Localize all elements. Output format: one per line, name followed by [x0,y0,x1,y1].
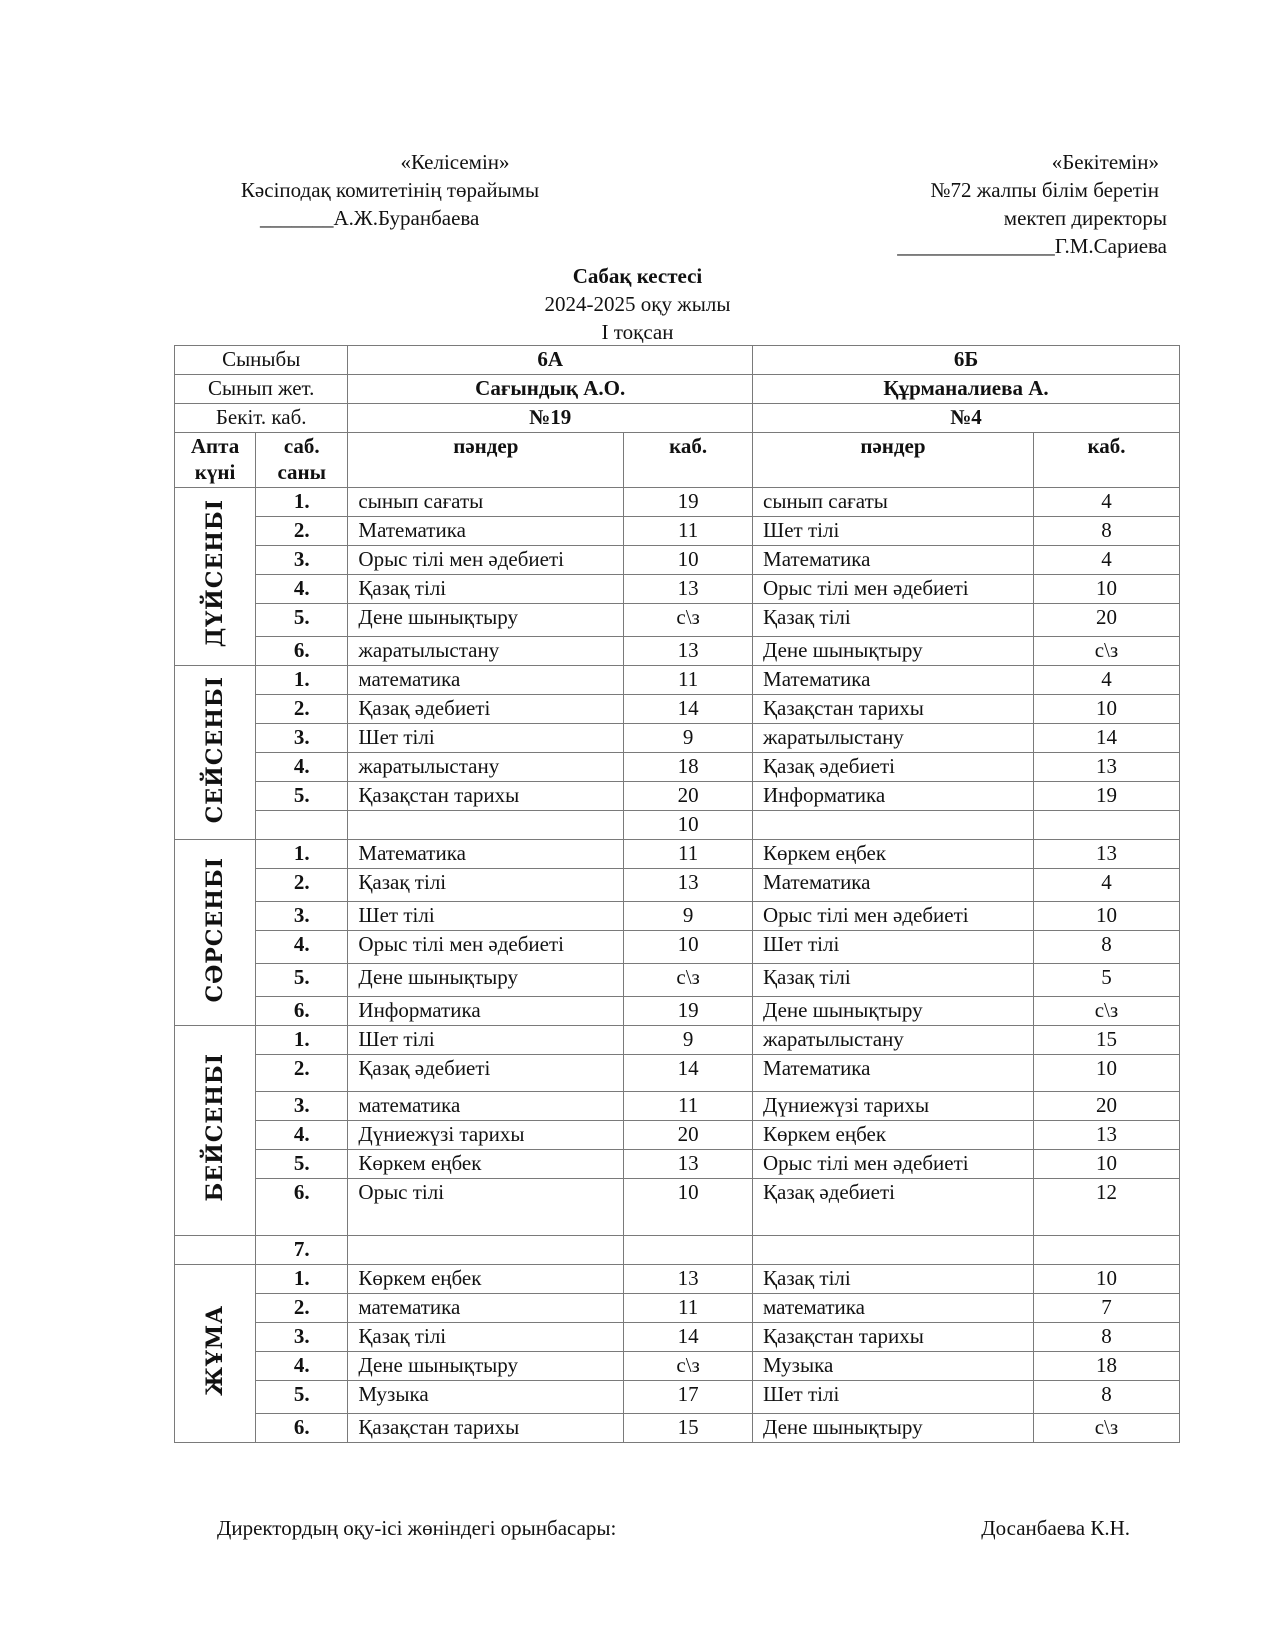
lesson-number: 4. [256,931,348,964]
class-row [175,346,1180,375]
union-chair-title: Кәсіподақ комитетінің төрайымы [240,178,540,202]
cabinet-6a: 11 [624,517,753,546]
table-row [175,782,1180,811]
teacher-6a: Сағындық А.О. [348,375,753,404]
cabinet-6a: с\з [624,604,753,637]
subject-6b: Математика [753,546,1034,575]
subject-6a: сынып сағаты [348,488,624,517]
cabinet-6a: 19 [624,997,753,1026]
col-cab-6b-header: каб. [1033,433,1179,488]
day-cell [175,840,256,1026]
subject-6b: Шет тілі [753,517,1034,546]
room-label: Бекіт. каб. [175,404,348,433]
subject-6a: Информатика [348,997,624,1026]
cabinet-6a: 10 [624,1179,753,1236]
subject-6a: Көркем еңбек [348,1265,624,1294]
subject-6b: Орыс тілі мен әдебиеті [753,575,1034,604]
lesson-number: 3. [256,1092,348,1121]
cabinet-6b: 10 [1033,575,1179,604]
table-row [175,931,1180,964]
subject-6b: Информатика [753,782,1034,811]
cabinet-6b: 4 [1033,546,1179,575]
day-cell [175,1236,256,1265]
lesson-number: 6. [256,637,348,666]
cabinet-6a: 10 [624,546,753,575]
cabinet-6a [624,1236,753,1265]
lesson-number: 2. [256,517,348,546]
cabinet-6a: 9 [624,724,753,753]
table-row [175,724,1180,753]
subject-6b: Дене шынықтыру [753,1414,1034,1443]
cabinet-6b: 10 [1033,1150,1179,1179]
schedule-table [174,345,1180,1443]
subject-6b: Шет тілі [753,1381,1034,1414]
cabinet-6b: 8 [1033,931,1179,964]
col-lesson-header: саб. саны [256,433,348,488]
subject-6a: Математика [348,840,624,869]
cabinet-6b: 5 [1033,964,1179,997]
table-row [175,637,1180,666]
union-chair-signature: _______А.Ж.Буранбаева [260,206,480,230]
lesson-number: 2. [256,695,348,724]
lesson-number: 4. [256,575,348,604]
class-6b: 6Б [753,346,1180,375]
cabinet-6b: с\з [1033,997,1179,1026]
subject-6a: Қазақ тілі [348,869,624,902]
table-row [175,1414,1180,1443]
table-row [175,1026,1180,1055]
approved-label: «Бекітемін» [1051,150,1159,174]
cabinet-6b: 12 [1033,1179,1179,1236]
cabinet-6a: 18 [624,753,753,782]
table-row [175,1323,1180,1352]
table-row [175,604,1180,637]
subject-6a: Дүниежүзі тарихы [348,1121,624,1150]
subject-6a: математика [348,666,624,695]
day-name: СӘРСЕНБІ [202,856,229,1003]
lesson-number: 1. [256,488,348,517]
subject-6b: Қазақ тілі [753,1265,1034,1294]
table-row [175,840,1180,869]
subject-6b: Қазақ әдебиеті [753,753,1034,782]
teacher-label: Сынып жет. [175,375,348,404]
subject-6b: Математика [753,666,1034,695]
subject-6a: Шет тілі [348,1026,624,1055]
cabinet-6a: 14 [624,1323,753,1352]
cabinet-6a: 11 [624,1294,753,1323]
subject-6b: Қазақстан тарихы [753,1323,1034,1352]
subject-6b: жаратылыстану [753,1026,1034,1055]
cabinet-6a: 20 [624,1121,753,1150]
table-row [175,902,1180,931]
cabinet-6b: 10 [1033,695,1179,724]
cabinet-6a: 11 [624,1092,753,1121]
col-day-header: Апта күні [175,433,256,488]
cabinet-6b [1033,811,1179,840]
subject-6a: Математика [348,517,624,546]
lesson-number: 6. [256,997,348,1026]
subject-6a: Қазақстан тарихы [348,782,624,811]
column-header-row [175,433,1180,488]
table-row [175,1294,1180,1323]
lesson-number: 1. [256,1265,348,1294]
cabinet-6b: 10 [1033,1265,1179,1294]
cabinet-6a: 20 [624,782,753,811]
subject-6a [348,1236,624,1265]
cabinet-6a: 9 [624,902,753,931]
subject-6b: Шет тілі [753,931,1034,964]
agreed-label: «Келісемін» [400,150,510,174]
subject-6a: Дене шынықтыру [348,604,624,637]
class-label: Сыныбы [175,346,348,375]
table-row [175,695,1180,724]
cabinet-6a: 13 [624,637,753,666]
day-name: ЖҰМА [202,1305,229,1396]
lesson-number: 1. [256,840,348,869]
subject-6a: Қазақ тілі [348,1323,624,1352]
table-row [175,753,1180,782]
cabinet-6a: 10 [624,811,753,840]
subject-6a: жаратылыстану [348,637,624,666]
cabinet-6a: 13 [624,869,753,902]
table-row [175,1352,1180,1381]
director-title: мектеп директоры [1003,206,1167,230]
subject-6a: математика [348,1294,624,1323]
cabinet-6b: 10 [1033,1055,1179,1092]
table-row [175,811,1180,840]
cabinet-6a: 11 [624,666,753,695]
table-row [175,1179,1180,1236]
table-row [175,964,1180,997]
cabinet-6b: с\з [1033,637,1179,666]
cabinet-6b: 13 [1033,840,1179,869]
subject-6a: Дене шынықтыру [348,1352,624,1381]
lesson-number: 1. [256,1026,348,1055]
lesson-number: 3. [256,1323,348,1352]
table-row [175,1150,1180,1179]
lesson-number: 4. [256,1352,348,1381]
table-row [175,666,1180,695]
cabinet-6b: 7 [1033,1294,1179,1323]
lesson-number: 3. [256,546,348,575]
cabinet-6b: 8 [1033,1381,1179,1414]
subject-6a: Шет тілі [348,724,624,753]
quarter: І тоқсан [601,320,674,344]
table-row [175,1092,1180,1121]
lesson-number: 4. [256,753,348,782]
subject-6b: Қазақ әдебиеті [753,1179,1034,1236]
table-row [175,1121,1180,1150]
table-row [175,1236,1180,1265]
class-6a: 6А [348,346,753,375]
subject-6b: математика [753,1294,1034,1323]
cabinet-6b: 20 [1033,1092,1179,1121]
lesson-number: 3. [256,724,348,753]
subject-6a [348,811,624,840]
cabinet-6b: 18 [1033,1352,1179,1381]
cabinet-6a: с\з [624,964,753,997]
subject-6b: Қазақстан тарихы [753,695,1034,724]
cabinet-6a: 11 [624,840,753,869]
subject-6a: Орыс тілі мен әдебиеті [348,931,624,964]
cabinet-6b: 4 [1033,869,1179,902]
lesson-number [256,811,348,840]
approval-left-block [200,148,580,232]
subject-6a: математика [348,1092,624,1121]
teacher-6b: Құрманалиева А. [753,375,1180,404]
table-row [175,997,1180,1026]
subject-6a: Дене шынықтыру [348,964,624,997]
lesson-number: 2. [256,1055,348,1092]
day-cell [175,1265,256,1443]
lesson-number: 5. [256,1381,348,1414]
cabinet-6b: 15 [1033,1026,1179,1055]
subject-6a: Қазақстан тарихы [348,1414,624,1443]
subject-6a: Қазақ әдебиеті [348,695,624,724]
table-row [175,869,1180,902]
subject-6b: Көркем еңбек [753,1121,1034,1150]
subject-6b: сынып сағаты [753,488,1034,517]
subject-6b [753,1236,1034,1265]
document-title-block [0,262,1275,346]
subject-6b [753,811,1034,840]
academic-year: 2024-2025 оқу жылы [544,292,731,316]
lesson-number: 5. [256,604,348,637]
day-cell [175,666,256,840]
lesson-number: 6. [256,1414,348,1443]
subject-6b: Орыс тілі мен әдебиеті [753,1150,1034,1179]
lesson-number: 5. [256,1150,348,1179]
subject-6a: Көркем еңбек [348,1150,624,1179]
cabinet-6b: 14 [1033,724,1179,753]
subject-6a: Шет тілі [348,902,624,931]
table-row [175,575,1180,604]
subject-6a: Қазақ тілі [348,575,624,604]
subject-6b: Қазақ тілі [753,964,1034,997]
subject-6a: Қазақ әдебиеті [348,1055,624,1092]
subject-6b: Қазақ тілі [753,604,1034,637]
cabinet-6a: 9 [624,1026,753,1055]
cabinet-6a: 14 [624,1055,753,1092]
cabinet-6b: 20 [1033,604,1179,637]
table-row [175,1381,1180,1414]
subject-6a: Орыс тілі [348,1179,624,1236]
subject-6a: Орыс тілі мен әдебиеті [348,546,624,575]
cabinet-6b: 4 [1033,488,1179,517]
cabinet-6a: с\з [624,1352,753,1381]
table-row [175,488,1180,517]
subject-6a: Музыка [348,1381,624,1414]
lesson-number: 3. [256,902,348,931]
lesson-number: 2. [256,1294,348,1323]
approval-right-block [747,148,1167,260]
cabinet-6a: 13 [624,1265,753,1294]
cabinet-6a: 15 [624,1414,753,1443]
cabinet-6b: 13 [1033,1121,1179,1150]
cabinet-6a: 13 [624,1150,753,1179]
table-row [175,1265,1180,1294]
col-subjects-6a-header: пәндер [348,433,624,488]
day-name: СЕЙСЕНБІ [202,675,229,824]
lesson-number: 5. [256,782,348,811]
cabinet-6a: 19 [624,488,753,517]
day-cell [175,1026,256,1236]
lesson-number: 5. [256,964,348,997]
cabinet-6b: с\з [1033,1414,1179,1443]
cabinet-6a: 14 [624,695,753,724]
cabinet-6a: 13 [624,575,753,604]
room-6b: №4 [753,404,1180,433]
lesson-number: 2. [256,869,348,902]
subject-6b: Математика [753,1055,1034,1092]
cabinet-6b [1033,1236,1179,1265]
col-subjects-6b-header: пәндер [753,433,1034,488]
cabinet-6b: 10 [1033,902,1179,931]
day-name: БЕЙСЕНБІ [202,1053,229,1202]
subject-6b: жаратылыстану [753,724,1034,753]
col-cab-6a-header: каб. [624,433,753,488]
table-row [175,1055,1180,1092]
cabinet-6b: 4 [1033,666,1179,695]
lesson-number: 1. [256,666,348,695]
table-row [175,517,1180,546]
subject-6b: Музыка [753,1352,1034,1381]
subject-6b: Математика [753,869,1034,902]
director-signature: _______________Г.М.Сариева [897,234,1167,258]
teacher-row [175,375,1180,404]
lesson-number: 4. [256,1121,348,1150]
subject-6b: Орыс тілі мен әдебиеті [753,902,1034,931]
lesson-number: 7. [256,1236,348,1265]
day-name: ДҮЙСЕНБІ [202,499,229,648]
document-title: Сабақ кестесі [572,264,703,288]
subject-6b: Дене шынықтыру [753,997,1034,1026]
room-6a: №19 [348,404,753,433]
cabinet-6a: 17 [624,1381,753,1414]
subject-6b: Дүниежүзі тарихы [753,1092,1034,1121]
cabinet-6b: 19 [1033,782,1179,811]
subject-6b: Көркем еңбек [753,840,1034,869]
day-cell [175,488,256,666]
school-name: №72 жалпы білім беретін [930,178,1159,202]
deputy-director-name: Досанбаева К.Н. [981,1516,1130,1540]
subject-6b: Дене шынықтыру [753,637,1034,666]
lesson-number: 6. [256,1179,348,1236]
cabinet-6b: 8 [1033,1323,1179,1352]
room-row [175,404,1180,433]
footer-signature [217,1516,1130,1541]
cabinet-6b: 8 [1033,517,1179,546]
cabinet-6a: 10 [624,931,753,964]
cabinet-6b: 13 [1033,753,1179,782]
subject-6a: жаратылыстану [348,753,624,782]
table-row [175,546,1180,575]
deputy-director-title: Директордың оқу-ісі жөніндегі орынбасары: [217,1516,617,1540]
